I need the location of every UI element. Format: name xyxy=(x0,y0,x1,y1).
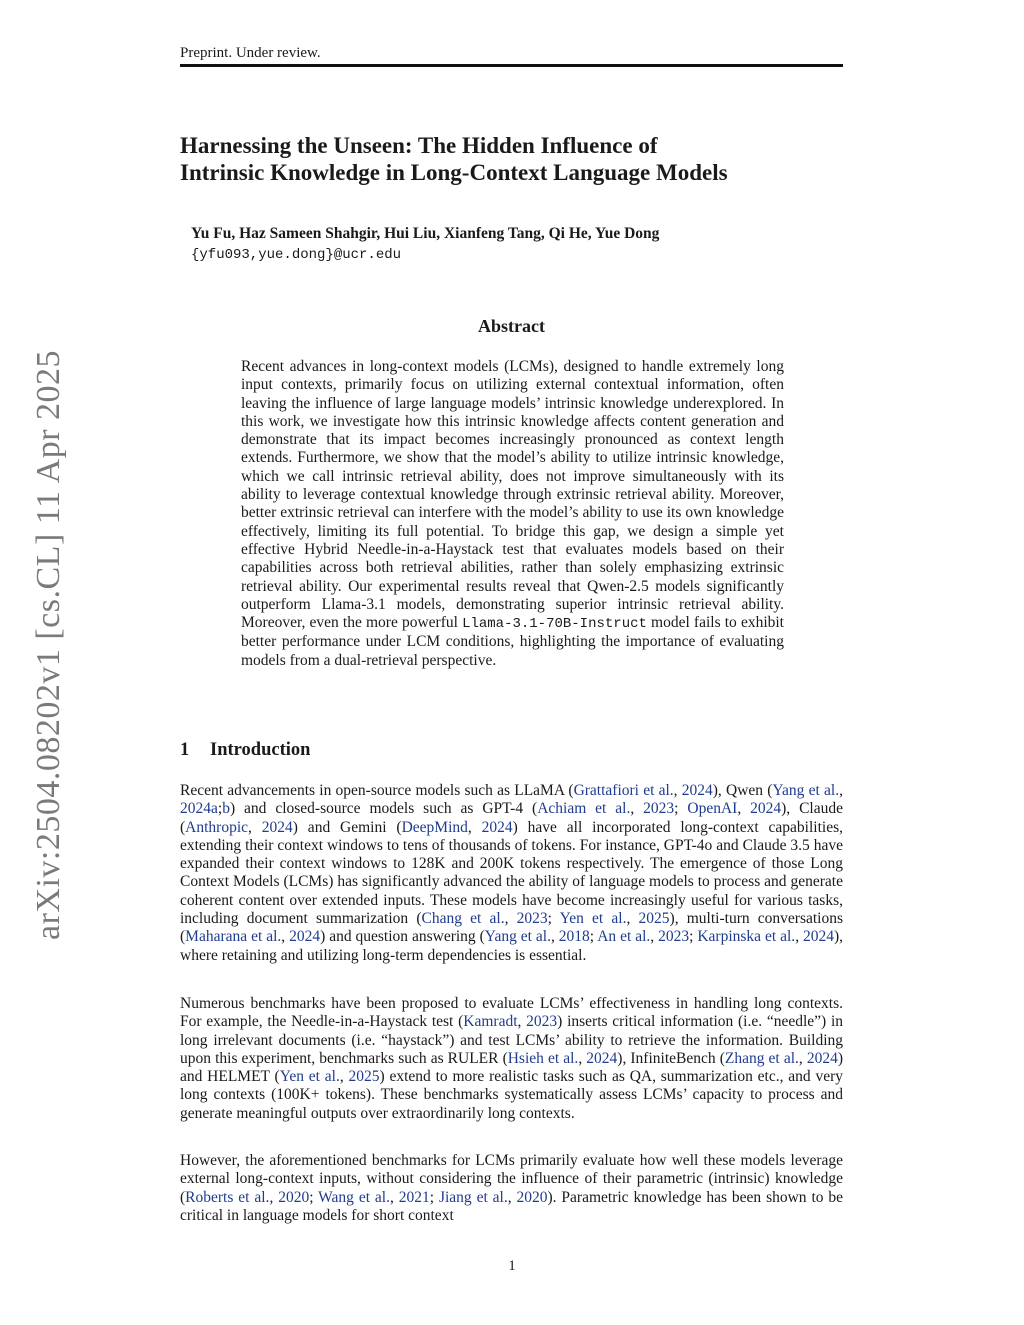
citation-link[interactable]: 2024 xyxy=(481,818,513,836)
text-run: , xyxy=(839,782,843,799)
citation-link[interactable]: Yang et al. xyxy=(772,782,840,799)
text-run: , xyxy=(504,910,517,928)
abstract-heading: Abstract xyxy=(478,316,545,336)
citation-link[interactable]: DeepMind xyxy=(401,818,468,836)
text-run: , xyxy=(507,1188,517,1206)
citation-link[interactable]: 2025 xyxy=(348,1068,380,1086)
text-run: ) and Gemini ( xyxy=(292,818,402,836)
intro-paragraph-3 xyxy=(180,1152,843,1225)
text-run: However, the aforementioned benchmarks for LCMs primarily evaluate how well these models leverage external long-context inputs, without considering the influence of their parametric (intrinsic) knowledge ( xyxy=(180,1152,843,1206)
citation-link[interactable]: 2023 xyxy=(643,800,675,818)
citation-link[interactable]: Maharana et al. xyxy=(185,928,282,946)
intro-paragraph-2 xyxy=(180,995,843,1123)
paper-title xyxy=(180,132,843,186)
citation-link[interactable]: 2020 xyxy=(516,1188,548,1206)
text-run: , xyxy=(550,928,559,946)
abstract-text-part: Recent advances in long-context models (LCMs), designed to handle extremely long input contexts, primarily focus on utilizing external contextual information, often leaving the influence of large language models’ intrinsic knowledge underexplored. In this work, we investigate how this intrinsic knowledge affects content generation and demonstrate that its impact becomes increasingly pronounced as context length extends. Furthermore, we show that the model’s ability to utilize intrinsic knowledge, which we call intrinsic retrieval ability, does not improve simultaneously with its ability to leverage contextual knowledge through extrinsic retrieval ability. Moreover, better extrinsic retrieval can interfere with the model’s ability to use its own knowledge effectively, limiting its full potential. To bridge this gap, we design a simple yet effective Hybrid Needle-in-a-Haystack test that evaluates models based on their capabilities across both retrieval abilities, rather than solely emphasizing extrinsic retrieval ability. Our experimental results reveal that Qwen-2.5 models significantly outperform Llama-3.1 models, demonstrating superior intrinsic retrieval ability. Moreover, even the more powerful xyxy=(241,358,784,632)
citation-link[interactable]: Karpinska et al. xyxy=(697,928,796,946)
citation-link[interactable]: Wang et al. xyxy=(318,1188,390,1206)
citation-link[interactable]: Hsieh et al. xyxy=(507,1049,579,1067)
text-run: ), Claude ( xyxy=(180,800,843,836)
text-run: ), multi-turn conversations ( xyxy=(180,910,844,946)
text-run: ; xyxy=(674,800,688,818)
citation-link[interactable]: 2024 xyxy=(289,928,321,946)
text-run: , xyxy=(798,1049,807,1067)
citation-link[interactable]: Kamradt xyxy=(463,1013,518,1031)
abstract-text xyxy=(241,358,784,670)
text-run: , xyxy=(248,818,262,836)
citation-link[interactable]: 2020 xyxy=(278,1188,310,1206)
text-run: , xyxy=(737,800,751,818)
text-run: ) and HELMET ( xyxy=(180,1049,844,1086)
citation-link[interactable]: An et al. xyxy=(597,928,651,946)
section-heading-introduction xyxy=(180,740,310,761)
citation-link[interactable]: 2023 xyxy=(658,928,690,946)
citation-link[interactable]: 2021 xyxy=(398,1188,430,1206)
citation-link[interactable]: 2024 xyxy=(750,800,782,818)
citation-link[interactable]: 2018 xyxy=(558,928,590,946)
citation-link[interactable]: 2024 xyxy=(586,1049,618,1067)
citation-link[interactable]: 2025 xyxy=(638,910,670,928)
citation-link[interactable]: Anthropic xyxy=(185,818,249,836)
citation-link[interactable]: Achiam et al. xyxy=(537,800,631,818)
citation-link[interactable]: Jiang et al. xyxy=(438,1188,508,1206)
text-run: ; xyxy=(547,910,560,928)
citation-link[interactable]: 2023 xyxy=(516,910,548,928)
text-run: , xyxy=(630,800,644,818)
text-run: , xyxy=(517,1013,527,1031)
text-run: ) have all incorporated long-context capabilities, extending their context windows to tens of thousands of tokens. For instance, GPT-4o and Claude 3.5 have expanded their context windows to 128K and 200K tokens respectively. The emergence of those Long Context Models (LCMs) has significantly advanced the ability of language models to process and generate coherent content over extended inputs. These models have become increasingly useful for various tasks, including document summarization ( xyxy=(180,818,843,928)
page-number: 1 xyxy=(508,1258,516,1274)
text-run: , xyxy=(389,1188,399,1206)
text-run: ; xyxy=(429,1188,439,1206)
text-run: ), InfiniteBench ( xyxy=(617,1049,725,1067)
citation-link[interactable]: 2024a xyxy=(180,800,218,818)
citation-link[interactable]: 2024 xyxy=(806,1049,838,1067)
text-run: , xyxy=(339,1068,349,1086)
citation-link[interactable]: 2023 xyxy=(526,1013,558,1031)
header-rule xyxy=(180,64,843,67)
model-name: Llama-3.1-70B-Instruct xyxy=(462,616,647,633)
text-run: , xyxy=(578,1049,587,1067)
citation-link[interactable]: Chang et al. xyxy=(421,910,505,928)
citation-link[interactable]: Yen et al. xyxy=(279,1068,340,1086)
text-run: ; xyxy=(589,928,598,946)
text-run: ; xyxy=(689,928,698,946)
text-run: , xyxy=(269,1188,279,1206)
text-run: , xyxy=(626,910,639,928)
text-run: ), where retaining and utilizing long-term dependencies is essential. xyxy=(180,928,844,964)
citation-link[interactable]: 2024 xyxy=(681,782,713,799)
citation-link[interactable]: Yen et al. xyxy=(559,910,627,928)
text-run: ) extend to more realistic tasks such as QA, summarization etc., and very long contexts (100K+ tokens). These benchmarks systematically assess LCMs’ capacity to process and generate meaningful outputs over extraordinarily long contexts. xyxy=(180,1068,844,1122)
citation-link[interactable]: b xyxy=(222,800,230,818)
text-run: , xyxy=(673,782,682,799)
title-line-1: Harnessing the Unseen: The Hidden Influence of xyxy=(180,133,658,158)
intro-paragraph-1 xyxy=(180,782,843,965)
citation-link[interactable]: Roberts et al. xyxy=(185,1188,270,1206)
text-run: ; xyxy=(309,1188,319,1206)
text-run: Numerous benchmarks have been proposed to evaluate LCMs’ effectiveness in handling long contexts. For example, the Needle-in-a-Haystack test ( xyxy=(180,995,843,1031)
section-number: 1 xyxy=(180,740,190,760)
text-run: ), Qwen ( xyxy=(712,782,773,799)
text-run: ) and question answering ( xyxy=(320,928,485,946)
author-email: {yfu093,yue.dong}@ucr.edu xyxy=(191,247,402,263)
citation-link[interactable]: Zhang et al. xyxy=(724,1049,799,1067)
text-run: , xyxy=(650,928,659,946)
text-run: ). Parametric knowledge has been shown to be critical in language models for short context xyxy=(180,1188,844,1224)
arxiv-stamp: arXiv:2504.08202v1 [cs.CL] 11 Apr 2025 xyxy=(30,349,67,940)
citation-link[interactable]: OpenAI xyxy=(687,800,738,818)
text-run: , xyxy=(467,818,482,836)
text-run: ; xyxy=(217,800,223,818)
title-line-2: Intrinsic Knowledge in Long-Context Language Models xyxy=(180,160,728,185)
citation-link[interactable]: Grattafiori et al. xyxy=(573,782,674,799)
text-run: ) and closed-source models such as GPT-4 ( xyxy=(229,800,538,818)
citation-link[interactable]: 2024 xyxy=(803,928,835,946)
author-list: Yu Fu, Haz Sameen Shahgir, Hui Liu, Xianfeng Tang, Qi He, Yue Dong xyxy=(191,225,660,242)
section-title: Introduction xyxy=(210,740,311,760)
citation-link[interactable]: 2024 xyxy=(261,818,293,836)
running-head: Preprint. Under review. xyxy=(180,45,321,61)
text-run: Recent advancements in open-source models such as LLaMA ( xyxy=(180,782,574,799)
text-run: ) inserts critical information (i.e. “needle”) in long irrelevant documents (i.e. “haystack”) and test LCMs’ ability to retrieve the information. Building upon this experiment, benchmarks such as RULER ( xyxy=(180,1013,844,1067)
citation-link[interactable]: Yang et al. xyxy=(484,928,551,946)
text-run: , xyxy=(795,928,804,946)
text-run: , xyxy=(281,928,290,946)
abstract-text-part: model fails to exhibit better performance under LCM conditions, highlighting the importance of evaluating models from a dual-retrieval perspective. xyxy=(241,614,784,669)
